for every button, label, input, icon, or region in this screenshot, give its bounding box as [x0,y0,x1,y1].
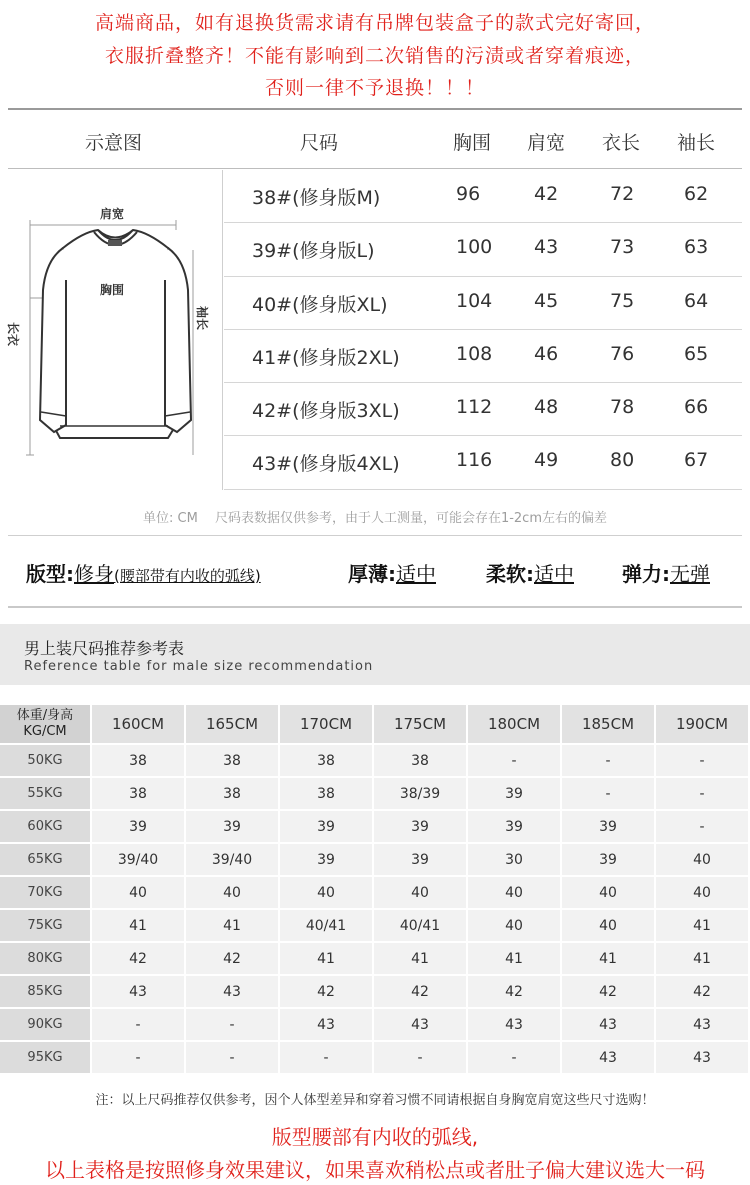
recommend-row [0,778,750,811]
bottom-note-line-2: 以上表格是按照修身效果建议，如果喜欢稍松点或者肚子偏大建议选大一码 [45,1158,705,1182]
size-recommend-cell: 40/41 [280,910,374,943]
recommend-row [0,1009,750,1042]
size-cell-length: 72 [610,183,635,205]
size-recommend-cell: 42 [562,976,656,1009]
size-recommend-cell: 39 [468,778,562,811]
size-recommend-cell: 43 [374,1009,468,1042]
size-recommend-cell: 39 [468,811,562,844]
size-recommend-cell: 30 [468,844,562,877]
recommend-row [0,811,750,844]
size-cell-length: 78 [610,396,635,419]
recommend-row [0,910,750,943]
size-recommend-cell: 40 [468,910,562,943]
size-recommend-cell: 39 [562,844,656,877]
size-recommend-cell: - [186,1042,280,1075]
weight-cell: 85KG [0,976,92,1009]
bottom-note-line-1: 版型腰部有内收的弧线, [271,1125,479,1149]
size-cell-size: 42#(修身版3XL) [252,400,400,423]
size-row [224,223,742,276]
size-recommend-cell: 40 [656,877,750,910]
size-recommend-cell: 40 [186,877,280,910]
size-recommend-cell: - [468,745,562,778]
weight-cell: 55KG [0,778,92,811]
size-cell-length: 76 [610,342,635,365]
size-recommend-cell: 41 [468,943,562,976]
corner-line-1: 体重/身高 [16,708,74,723]
attributes-bar [0,558,750,588]
size-footnote: 单位: CM 尺码表数据仅供参考，由于人工测量，可能会存在1-2cm左右的偏差 [143,511,607,526]
weight-cell: 80KG [0,943,92,976]
size-recommend-cell: 42 [186,943,280,976]
size-recommend-cell: 43 [468,1009,562,1042]
height-header: 170CM [280,705,374,745]
size-cell-size: 40#(修身版XL) [252,293,388,316]
size-row [224,383,742,436]
size-recommend-cell: 40 [468,877,562,910]
size-recommend-cell: - [92,1009,186,1042]
divider [8,606,742,608]
size-recommend-cell: 38 [92,745,186,778]
size-cell-chest: 112 [456,396,493,419]
size-recommend-cell: 39 [562,811,656,844]
sweater-illustration [8,170,223,490]
size-recommend-cell: 42 [374,976,468,1009]
size-recommend-cell: 38 [374,745,468,778]
size-recommend-cell: 43 [186,976,280,1009]
height-header: 175CM [374,705,468,745]
size-recommend-cell: 43 [562,1009,656,1042]
recommend-row [0,745,750,778]
size-recommend-cell: 43 [562,1042,656,1075]
size-cell-size: 43#(修身版4XL) [252,453,400,476]
size-cell-length: 73 [610,236,635,259]
size-cell-sleeve: 62 [684,183,709,205]
size-cell-sleeve: 67 [684,449,709,472]
attr-fit-label: 版型: [26,562,74,586]
recommend-title-band [0,624,750,685]
size-recommend-cell: 43 [656,1009,750,1042]
size-cell-shoulder: 42 [534,183,559,205]
recommend-table [0,705,750,1075]
attr-fit [26,558,261,587]
size-cell-size: 38#(修身版M) [252,187,381,209]
label-sleeve: 袖长 [195,306,209,331]
recommend-header-row [0,705,750,745]
size-recommend-cell: 42 [280,976,374,1009]
attr-elasticity [622,558,710,587]
size-table-body [224,170,742,490]
size-recommend-cell: - [92,1042,186,1075]
size-cell-shoulder: 46 [534,342,559,365]
recommend-title: 男上装尺码推荐参考表 [24,639,185,658]
size-cell-sleeve: 65 [684,342,709,365]
size-recommend-cell: 39 [186,811,280,844]
sweater-diagram [8,170,223,490]
attr-fit-value: 修身 [74,562,114,586]
label-shoulder: 肩宽 [100,207,125,221]
size-recommend-cell: 43 [656,1042,750,1075]
size-cell-length: 80 [610,449,635,472]
weight-cell: 50KG [0,745,92,778]
size-recommend-cell: 42 [468,976,562,1009]
weight-cell: 60KG [0,811,92,844]
size-recommend-cell: 41 [656,910,750,943]
size-recommend-cell: - [374,1042,468,1075]
recommend-row [0,943,750,976]
label-length: 长衣 [6,322,20,347]
size-recommend-cell: 41 [92,910,186,943]
header-length: 衣长 [602,132,641,154]
size-recommend-cell: 41 [374,943,468,976]
size-recommend-cell: - [468,1042,562,1075]
attr-softness-value: 适中 [534,562,574,586]
size-recommend-cell: 41 [280,943,374,976]
attr-fit-note: (腰部带有内收的弧线) [114,567,261,585]
size-recommend-cell: - [656,778,750,811]
attr-thickness-label: 厚薄: [348,562,396,586]
size-row [224,277,742,330]
size-cell-sleeve: 66 [684,396,709,419]
header-chest: 胸围 [453,132,492,154]
recommend-row [0,877,750,910]
size-row [224,170,742,223]
size-recommend-cell: 41 [186,910,280,943]
size-recommend-cell: 38/39 [374,778,468,811]
size-row [224,436,742,489]
size-recommend-cell: 39/40 [186,844,280,877]
size-recommend-cell: - [656,745,750,778]
size-cell-chest: 116 [456,449,493,472]
notice-line-3: 否则一律不予退换！！！ [264,77,485,99]
recommend-row [0,1042,750,1075]
notice-line-1: 高端商品，如有退换货需求请有吊牌包装盒子的款式完好寄回， [94,12,655,34]
size-recommend-cell: 42 [92,943,186,976]
height-header: 190CM [656,705,750,745]
attr-elasticity-value: 无弹 [670,562,710,586]
height-header: 185CM [562,705,656,745]
size-recommend-cell: - [656,811,750,844]
size-recommend-cell: - [562,745,656,778]
size-cell-size: 41#(修身版2XL) [252,346,400,369]
size-recommend-cell: 40 [92,877,186,910]
height-header: 165CM [186,705,280,745]
attr-thickness-value: 适中 [396,562,436,586]
size-cell-shoulder: 49 [534,449,559,472]
weight-cell: 75KG [0,910,92,943]
attr-softness-label: 柔软: [486,562,534,586]
header-diagram: 示意图 [85,132,143,154]
size-recommend-cell: 38 [280,745,374,778]
header-size: 尺码 [300,132,339,154]
weight-cell: 70KG [0,877,92,910]
size-recommend-cell: 39 [280,844,374,877]
size-recommend-cell: 39 [280,811,374,844]
size-cell-size: 39#(修身版L) [252,240,375,263]
size-cell-chest: 100 [456,236,493,259]
size-recommend-cell: 39 [92,811,186,844]
attr-elasticity-label: 弹力: [622,562,670,586]
size-recommend-cell: 40 [374,877,468,910]
size-recommend-cell: 42 [656,976,750,1009]
size-recommend-cell: 43 [280,1009,374,1042]
size-row [224,330,742,383]
header-sleeve: 袖长 [677,132,716,154]
weight-cell: 95KG [0,1042,92,1075]
attr-thickness [348,558,436,587]
size-recommend-cell: 38 [186,778,280,811]
size-recommend-cell: 41 [562,943,656,976]
size-recommend-cell: 40 [562,877,656,910]
size-recommend-cell: 38 [186,745,280,778]
corner-cell [0,705,92,745]
size-cell-length: 75 [610,289,635,312]
size-recommend-cell: 39/40 [92,844,186,877]
size-cell-chest: 108 [456,342,493,365]
recommend-subtitle: Reference table for male size recommendation [24,659,374,674]
size-recommend-cell: - [280,1042,374,1075]
size-cell-sleeve: 63 [684,236,709,259]
weight-cell: 65KG [0,844,92,877]
label-chest: 胸围 [100,283,125,297]
size-recommend-cell: 38 [280,778,374,811]
size-table-header [0,128,750,152]
divider [8,535,742,536]
corner-line-2: KG/CM [23,724,67,739]
size-recommend-cell: 40 [656,844,750,877]
recommend-row [0,976,750,1009]
size-recommend-cell: 40 [280,877,374,910]
size-cell-chest: 104 [456,289,493,312]
weight-cell: 90KG [0,1009,92,1042]
recommend-row [0,844,750,877]
size-recommend-cell: 41 [656,943,750,976]
size-recommend-cell: - [562,778,656,811]
size-cell-shoulder: 45 [534,289,559,312]
size-recommend-cell: 39 [374,844,468,877]
attr-softness [486,558,574,587]
recommend-disclaimer: 注：以上尺码推荐仅供参考，因个人体型差异和穿着习惯不同请根据自身胸宽肩宽这些尺寸选购！ [95,1093,655,1108]
size-cell-shoulder: 43 [534,236,559,259]
size-cell-sleeve: 64 [684,289,709,312]
size-recommend-cell: - [186,1009,280,1042]
size-recommend-cell: 40/41 [374,910,468,943]
size-recommend-cell: 40 [562,910,656,943]
height-header: 180CM [468,705,562,745]
header-shoulder: 肩宽 [527,132,566,154]
notice-line-2: 衣服折叠整齐！不能有影响到二次销售的污渍或者穿着痕迹， [104,45,645,67]
size-cell-shoulder: 48 [534,396,559,419]
size-recommend-cell: 39 [374,811,468,844]
divider [8,108,742,110]
divider [8,168,742,169]
size-cell-chest: 96 [456,183,481,205]
size-recommend-cell: 38 [92,778,186,811]
size-recommend-cell: 43 [92,976,186,1009]
height-header: 160CM [92,705,186,745]
